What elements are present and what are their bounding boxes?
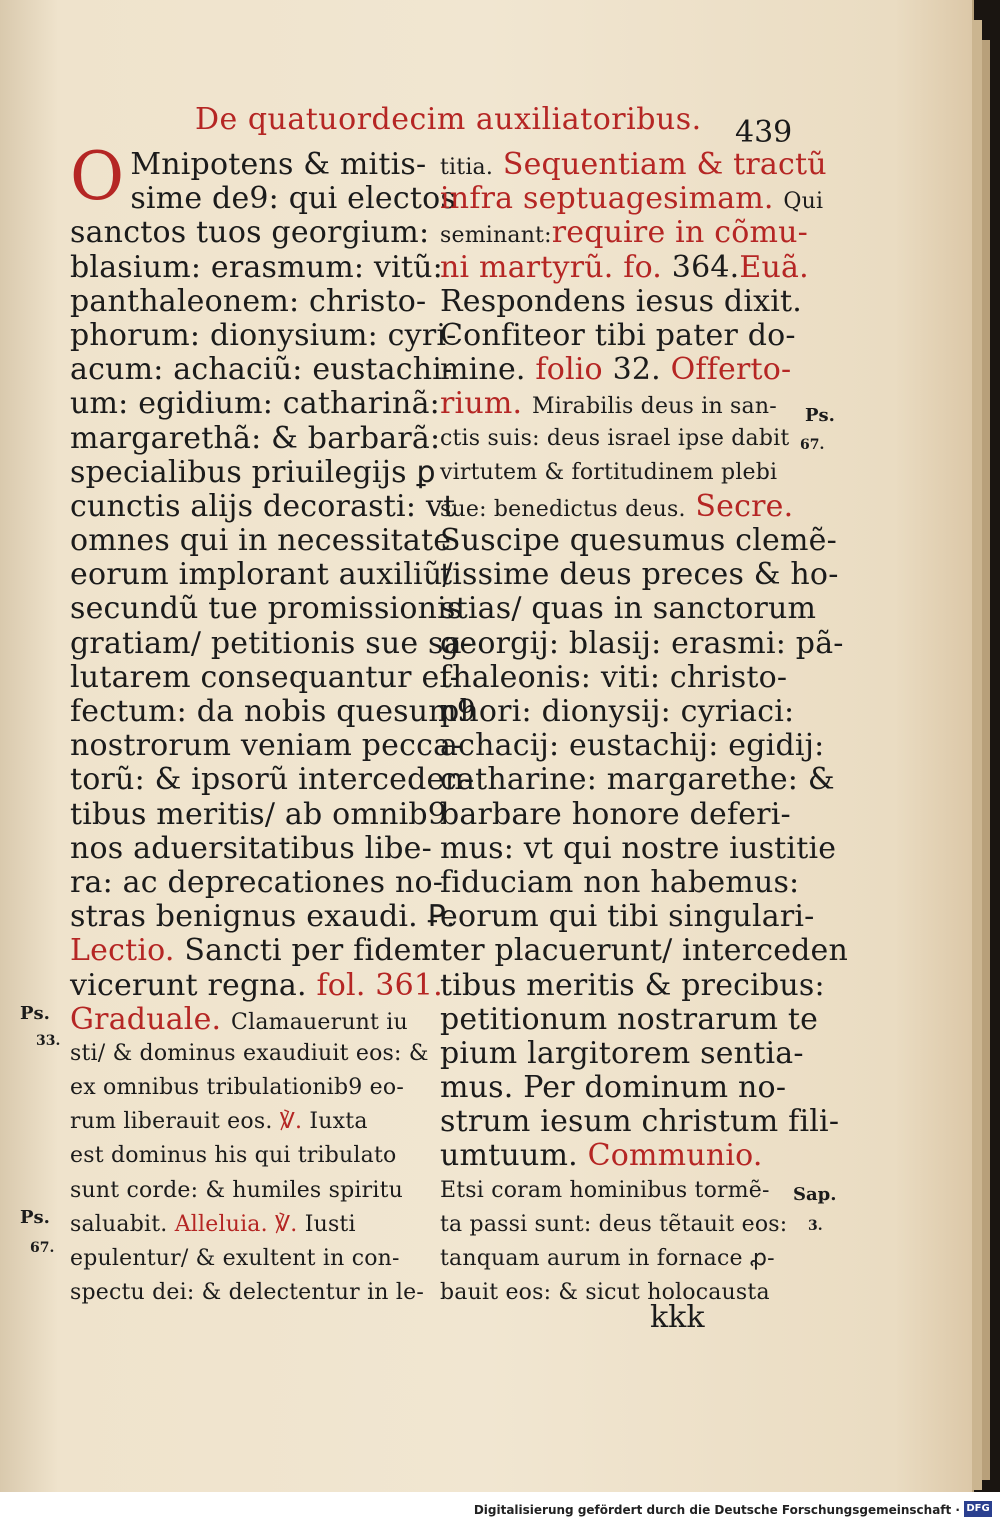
text-line: eorum implorant auxiliũ/ bbox=[70, 557, 453, 593]
text-line: tissime deus preces & ho- bbox=[440, 557, 839, 593]
text-line: um: egidium: catharinã: bbox=[70, 386, 440, 422]
versicle-mark: ℣. bbox=[279, 1109, 303, 1135]
text-line: torũ: & ipsorũ interceden- bbox=[70, 762, 475, 798]
text-line: strum iesum christum fili- bbox=[440, 1104, 840, 1140]
text-line: gratiam/ petitionis sue sa- bbox=[70, 625, 473, 661]
text-line: lutarem consequantur ef- bbox=[70, 659, 460, 695]
text-line: vicerunt regna. fol. 361. bbox=[70, 967, 443, 1003]
dfg-logo: DFG bbox=[964, 1501, 992, 1517]
text-line: ctis suis: deus israel ipse dabit bbox=[440, 425, 790, 451]
text-line: infra septuagesimam. Qui bbox=[440, 181, 824, 217]
text-line: ter placuerunt/ interceden bbox=[440, 933, 849, 969]
text-line: Confiteor tibi pater do- bbox=[440, 317, 796, 353]
running-header: De quatuordecim auxiliatoribus. bbox=[195, 102, 702, 137]
text-line: est dominus his qui tribulato bbox=[70, 1143, 397, 1169]
text-line: rium. Mirabilis deus in san- bbox=[440, 386, 777, 422]
text-line: georgij: blasij: erasmi: pã- bbox=[440, 625, 844, 661]
text-line: secundũ tue promissionis bbox=[70, 591, 463, 627]
text-line: thaleonis: viti: christo- bbox=[440, 659, 788, 695]
text-line: margarethã: & barbarã: bbox=[70, 420, 441, 456]
text-line: ni martyrũ. fo. 364.Euã. bbox=[440, 249, 809, 285]
text-line: sue: benedictus deus. Secre. bbox=[440, 488, 794, 524]
margin-note: 33. bbox=[36, 1033, 61, 1049]
text-line: eorum qui tibi singulari- bbox=[440, 899, 815, 935]
text-line: seminant:require in cõmu- bbox=[440, 215, 808, 251]
text-line: stias/ quas in sanctorum bbox=[440, 591, 817, 627]
text-line: blasium: erasmum: vitũ: bbox=[70, 249, 443, 285]
text-line: saluabit. Alleluia. ℣. Iusti bbox=[70, 1211, 356, 1237]
footer-text: Digitalisierung gefördert durch die Deutsche Forschungsgemeinschaft · bbox=[473, 1503, 960, 1517]
text-line: petitionum nostrarum te bbox=[440, 1001, 819, 1037]
text-line: sti/ & dominus exaudiuit eos: & bbox=[70, 1040, 429, 1066]
text-line: titia. Sequentiam & tractũ bbox=[440, 147, 827, 182]
margin-note: Sap. bbox=[793, 1184, 837, 1205]
text-line: epulentur/ & exultent in con- bbox=[70, 1246, 400, 1271]
text-line: Suscipe quesumus clemẽ- bbox=[440, 523, 837, 559]
text-line: ex omnibus tribulationib9 eo- bbox=[70, 1075, 404, 1101]
text-line: sanctos tuos georgium: bbox=[70, 215, 430, 251]
text-line: stras benignus exaudi. Ꝑ. bbox=[70, 899, 456, 935]
text-line: sunt corde: & humiles spiritu bbox=[70, 1177, 403, 1203]
text-line: Lectio. Sancti per fidem bbox=[70, 933, 441, 969]
rubric-secre: Secre. bbox=[695, 488, 794, 524]
text-line: panthaleonem: christo- bbox=[70, 283, 427, 319]
text-line: Graduale. Clamauerunt iu bbox=[70, 1001, 408, 1037]
rubric-fol: fol. 361. bbox=[316, 967, 443, 1003]
rubric-lectio: Lectio. bbox=[70, 933, 175, 969]
text-line: catharine: margarethe: & bbox=[440, 762, 835, 798]
text-line: acum: achaciũ: eustachi- bbox=[70, 352, 453, 388]
text-line: omnes qui in necessitate bbox=[70, 523, 452, 559]
text-line: Etsi coram hominibus tormẽ- bbox=[440, 1177, 770, 1203]
footer-bar bbox=[0, 1492, 1000, 1528]
text-line: O Mnipotens & mitis- bbox=[70, 138, 427, 215]
signature-mark: kkk bbox=[650, 1300, 705, 1335]
text-line: Respondens iesus dixit. bbox=[440, 283, 803, 319]
margin-note: Ps. bbox=[805, 405, 835, 426]
text-line: achacij: eustachij: egidij: bbox=[440, 728, 825, 764]
text-line: spectu dei: & delectentur in le- bbox=[70, 1280, 424, 1306]
page-edge bbox=[972, 20, 982, 1490]
text-line: mine. folio 32. Offerto- bbox=[440, 352, 792, 388]
text-line: fectum: da nobis quesum9 bbox=[70, 694, 477, 729]
text-line: pium largitorem sentia- bbox=[440, 1035, 804, 1071]
text-line: tanquam aurum in fornace ꝓ- bbox=[440, 1246, 775, 1271]
rubric-graduale: Graduale. bbox=[70, 1001, 222, 1037]
text-line: cunctis alijs decorasti: vt bbox=[70, 488, 456, 524]
text-line: ra: ac deprecationes no- bbox=[70, 864, 444, 900]
text-line: tibus meritis & precibus: bbox=[440, 967, 825, 1003]
margin-note: Ps. bbox=[20, 1003, 50, 1024]
text-line: ta passi sunt: deus tẽtauit eos: bbox=[440, 1211, 788, 1237]
rubric: Sequentiam & tractũ bbox=[502, 147, 827, 182]
left-column bbox=[70, 138, 477, 1310]
text-line: virtutem & fortitudinem plebi bbox=[440, 459, 778, 485]
text-line: mus: vt qui nostre iustitie bbox=[440, 830, 837, 866]
text-line: phorum: dionysium: cyri- bbox=[70, 317, 457, 353]
page-number: 439 bbox=[735, 115, 793, 150]
text-line: specialibus priuilegijs ꝑ bbox=[70, 454, 436, 490]
text-line: fiduciam non habemus: bbox=[440, 864, 800, 900]
text-line: barbare honore deferi- bbox=[440, 796, 791, 832]
text-line: umtuum. Communio. bbox=[440, 1138, 763, 1174]
rubric-alleluia: Alleluia. bbox=[174, 1211, 268, 1237]
text-line: tibus meritis/ ab omnib9 bbox=[70, 796, 448, 832]
margin-note: 67. bbox=[30, 1240, 55, 1256]
text-line: nostrorum veniam pecca- bbox=[70, 728, 462, 764]
text-line: rum liberauit eos. ℣. Iuxta bbox=[70, 1109, 368, 1135]
margin-note: 3. bbox=[808, 1218, 823, 1234]
rubric-communio: Communio. bbox=[587, 1138, 763, 1174]
text-line: nos aduersitatibus libe- bbox=[70, 830, 432, 866]
text-line: mus. Per dominum no- bbox=[440, 1070, 787, 1106]
versicle-mark: ℣. bbox=[275, 1211, 298, 1237]
initial-letter: O bbox=[70, 138, 125, 215]
margin-note: 67. bbox=[800, 437, 825, 453]
text-line: bauit eos: & sicut holocausta bbox=[440, 1280, 770, 1306]
text-line: phori: dionysij: cyriaci: bbox=[440, 694, 795, 729]
page-edge-back bbox=[982, 40, 990, 1480]
margin-note: Ps. bbox=[20, 1207, 50, 1228]
text-line: sime de9: qui electos bbox=[130, 181, 457, 217]
